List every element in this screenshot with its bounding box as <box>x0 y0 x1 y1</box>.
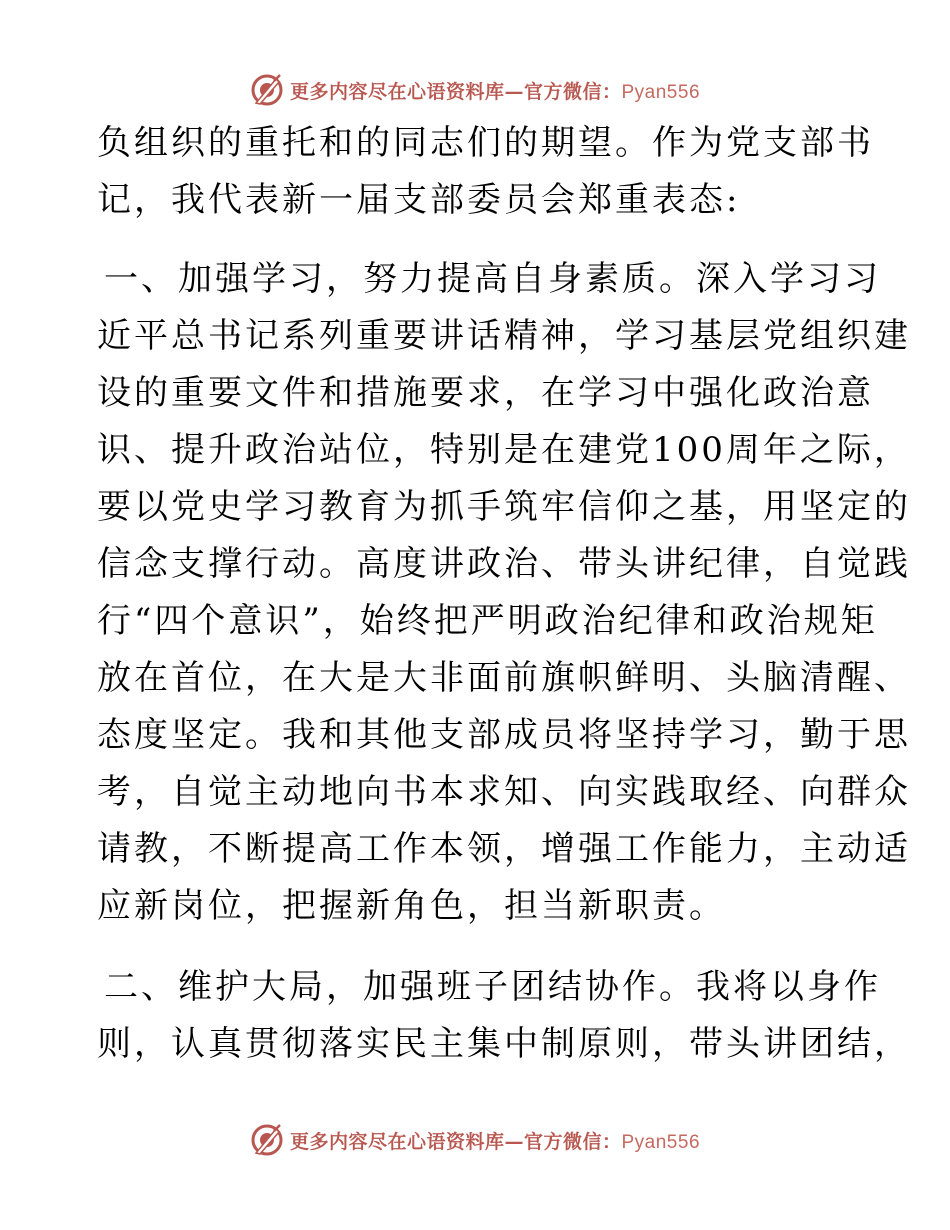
watermark-separator: — <box>504 80 524 103</box>
text-line: 考，自觉主动地向书本求知、向实践取经、向群众 <box>97 772 911 812</box>
header-watermark <box>0 70 950 110</box>
text-line: 请教，不断提高工作本领，增强工作能力，主动适 <box>97 829 911 869</box>
watermark-separator: — <box>504 1130 524 1153</box>
text-line: 识、提升政治站位，特别是在建党100周年之际， <box>97 430 911 470</box>
text-line: 一、加强学习，努力提高自身素质。深入学习习 <box>104 259 881 299</box>
watermark-main-text: 更多内容尽在心语资料库 <box>289 80 505 103</box>
watermark-contact-id: Pyan556 <box>621 1131 701 1153</box>
watermark-contact-label: 官方微信： <box>523 80 622 103</box>
text-line: 信念支撑行动。高度讲政治、带头讲纪律，自觉践 <box>97 544 911 584</box>
text-line: 记，我代表新一届支部委员会郑重表态: <box>97 180 741 220</box>
text-line: 近平总书记系列重要讲话精神，学习基层党组织建 <box>97 316 911 356</box>
quill-logo-icon <box>250 73 284 107</box>
text-line: 负组织的重托和的同志们的期望。作为党支部书 <box>97 123 874 163</box>
watermark-contact-id: Pyan556 <box>621 81 701 103</box>
text-line: 放在首位，在大是大非面前旗帜鲜明、头脑清醒、 <box>97 658 911 698</box>
text-line: 二、维护大局，加强班子团结协作。我将以身作 <box>104 967 881 1007</box>
watermark-main-text: 更多内容尽在心语资料库 <box>289 1130 505 1153</box>
quill-logo-icon <box>250 1123 284 1157</box>
footer-watermark <box>0 1120 950 1160</box>
text-line: 行“四个意识”，始终把严明政治纪律和政治规矩 <box>97 601 878 641</box>
text-line: 则，认真贯彻落实民主集中制原则，带头讲团结， <box>97 1024 911 1064</box>
text-line: 设的重要文件和措施要求，在学习中强化政治意 <box>97 373 874 413</box>
text-line: 要以党史学习教育为抓手筑牢信仰之基，用坚定的 <box>97 487 911 527</box>
text-line: 态度坚定。我和其他支部成员将坚持学习，勤于思 <box>97 715 911 755</box>
text-line: 应新岗位，把握新角色，担当新职责。 <box>97 886 726 926</box>
watermark-contact-label: 官方微信： <box>523 1130 622 1153</box>
